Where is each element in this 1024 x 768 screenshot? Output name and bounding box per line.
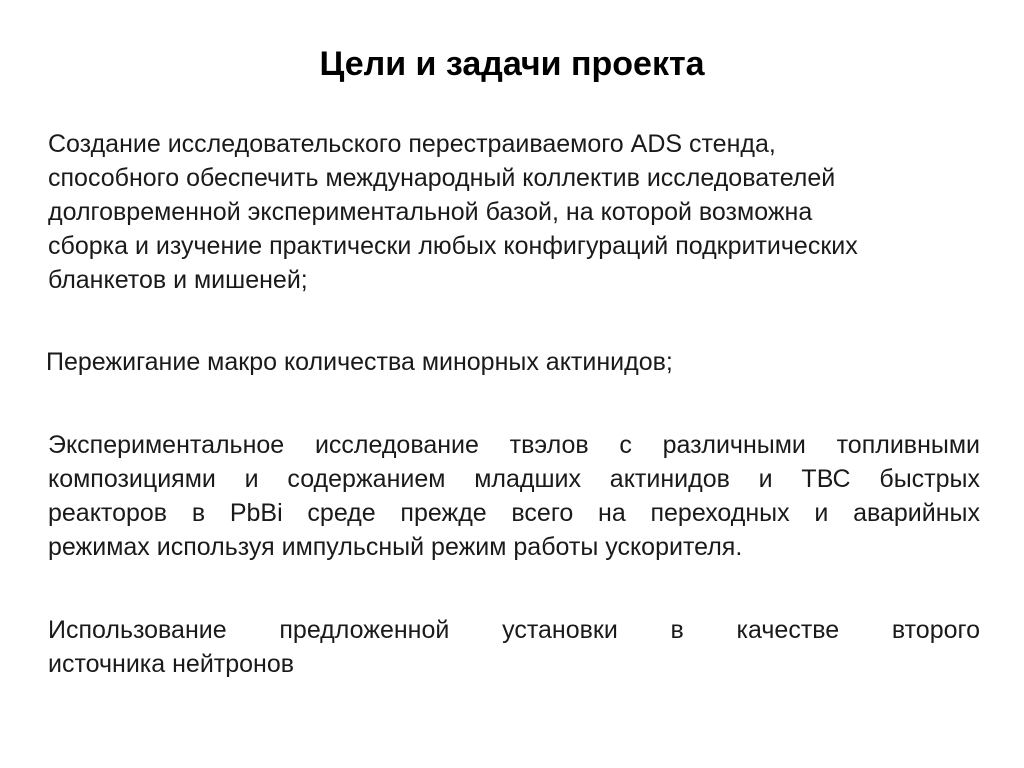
- paragraph-ads-stand: [48, 127, 983, 297]
- paragraph-line: Использование предложенной установки в качестве второго: [48, 616, 980, 644]
- paragraph-fuel-research: [48, 428, 980, 564]
- paragraph-line: источника нейтронов: [48, 650, 295, 678]
- paragraph-line: Экспериментальное исследование твэлов с различными топливными: [48, 431, 980, 459]
- paragraph-line: долговременной экспериментальной базой, на которой возможна: [48, 198, 813, 226]
- paragraph-line: Пережигание макро количества минорных актинидов;: [46, 348, 673, 376]
- paragraph-line: композициями и содержанием младших актинидов и ТВС быстрых: [48, 465, 980, 493]
- paragraph-neutron-source: [48, 613, 980, 681]
- paragraph-line: сборка и изучение практически любых конфигураций подкритических: [48, 232, 858, 260]
- paragraph-line: бланкетов и мишеней;: [48, 266, 308, 294]
- paragraph-line: реакторов в PbBi среде прежде всего на переходных и аварийных: [48, 499, 980, 527]
- slide-title: Цели и задачи проекта: [319, 45, 705, 83]
- paragraph-line: способного обеспечить международный коллектив исследователей: [48, 164, 836, 192]
- paragraph-line: Создание исследовательского перестраиваемого ADS стенда,: [48, 130, 776, 158]
- paragraph-line: режимах используя импульсный режим работы ускорителя.: [48, 533, 743, 561]
- paragraph-actinide-burning: [46, 345, 981, 379]
